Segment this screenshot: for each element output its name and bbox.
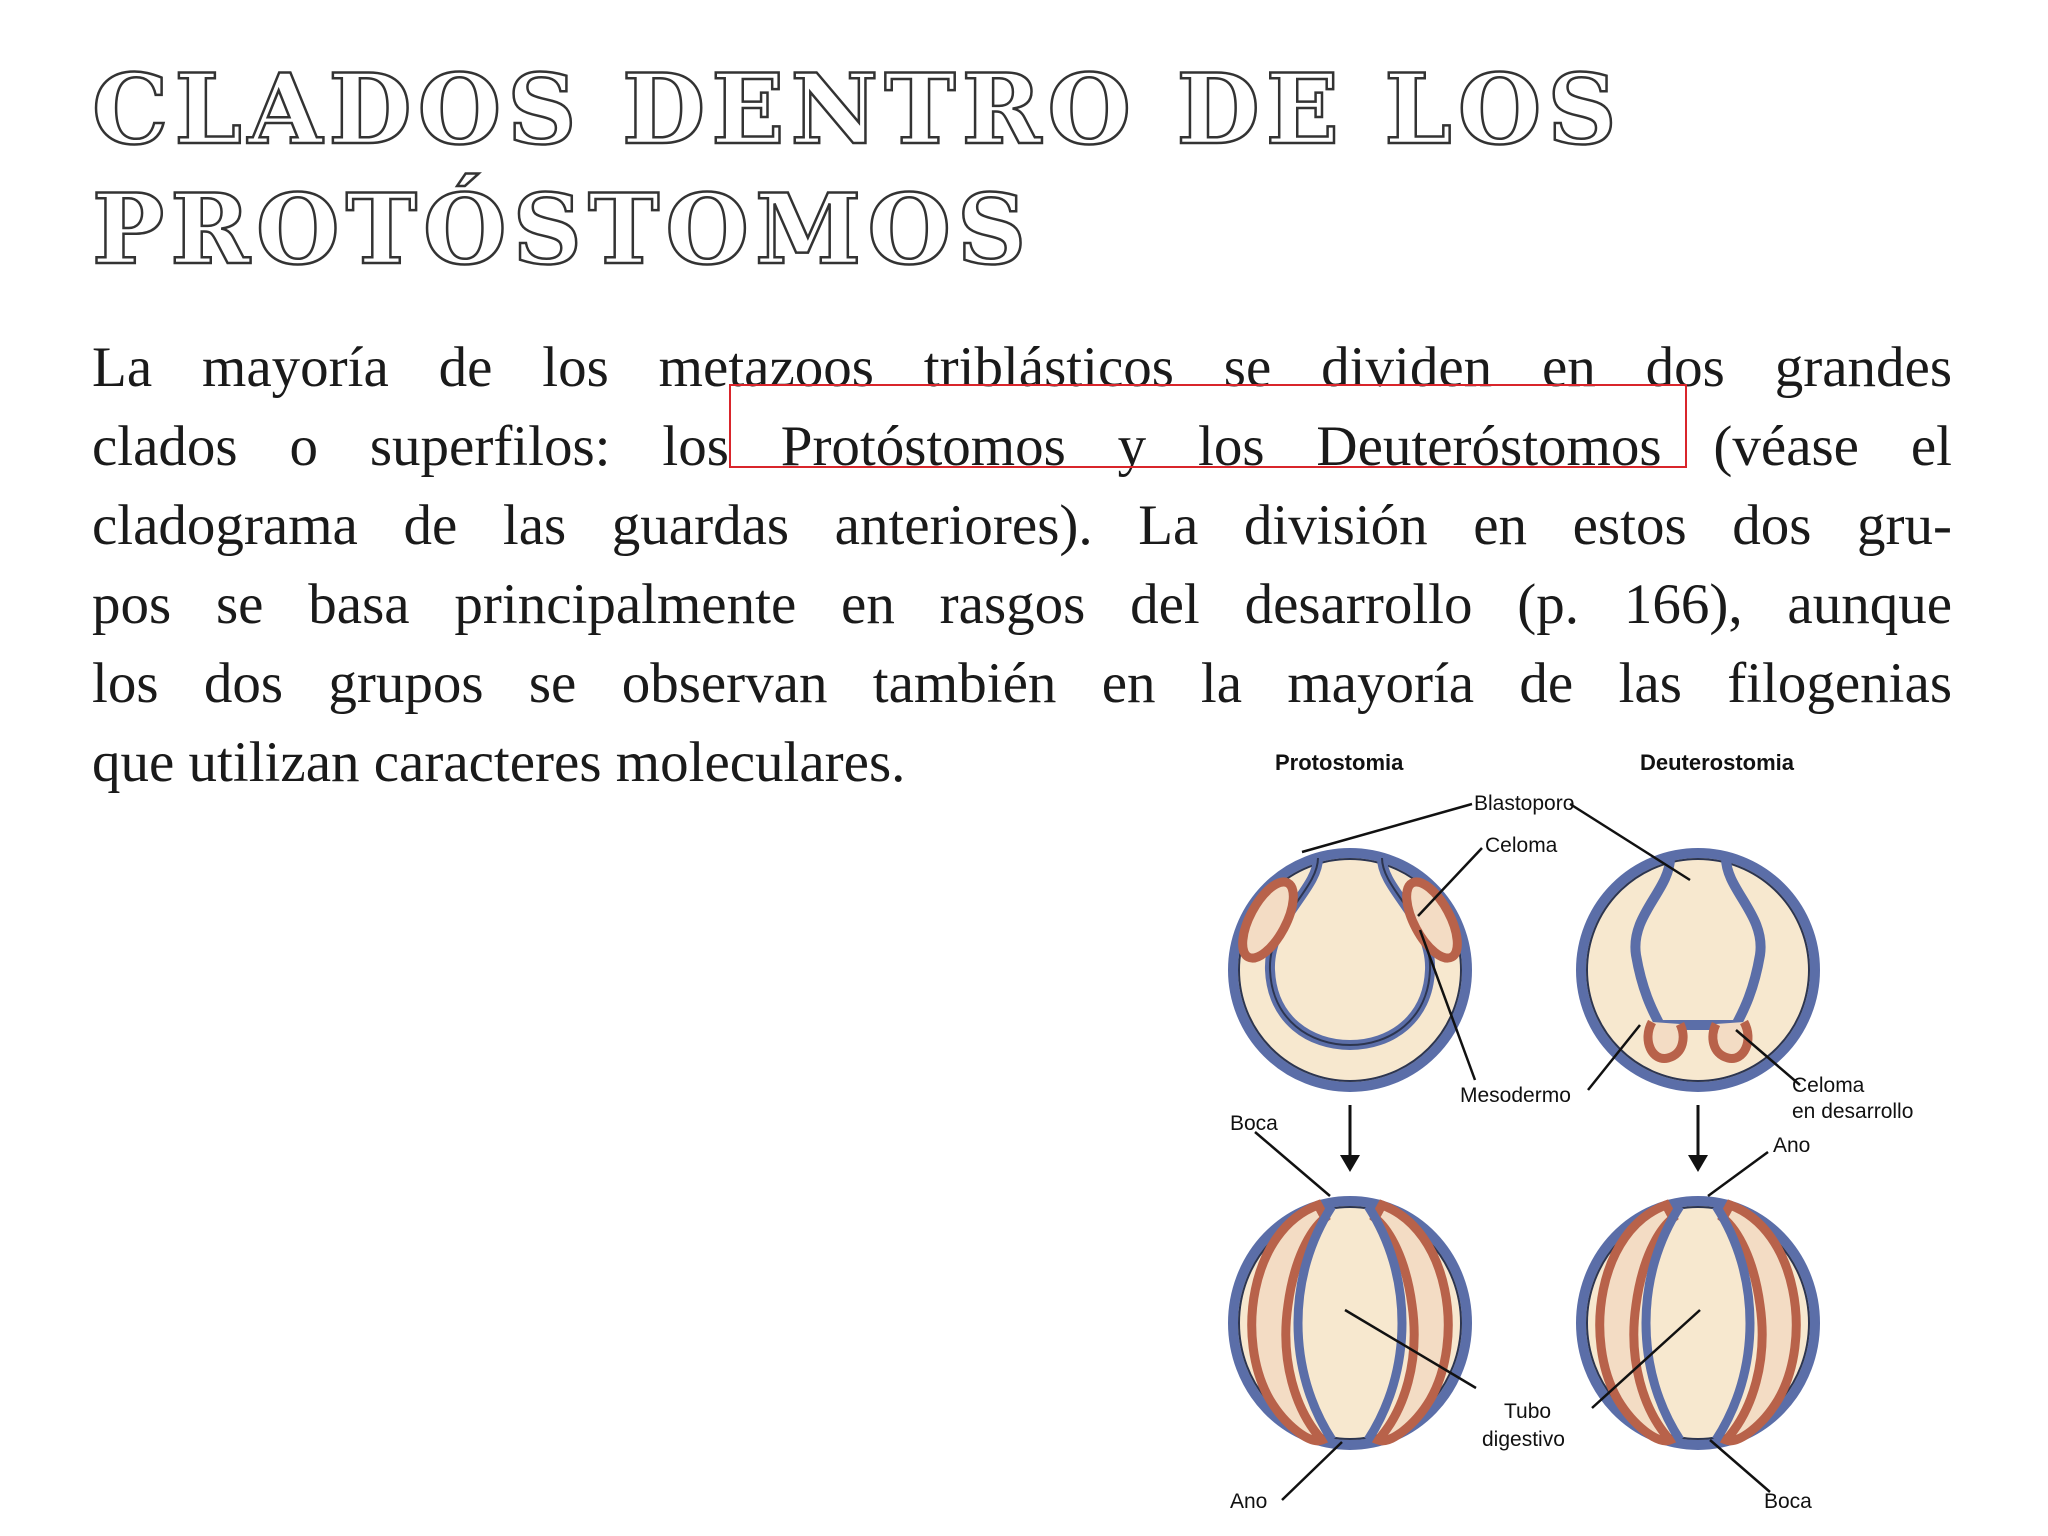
label-celoma-desarrollo-1: Celoma xyxy=(1792,1074,1865,1097)
protostomia-deuterostomia-figure xyxy=(1190,740,1970,1520)
paragraph-line: pos se basa principalmente en rasgos del desarrollo (p. 166), aunque xyxy=(92,573,1952,636)
header-protostomia: Protostomia xyxy=(1275,750,1404,775)
development-arrow-left xyxy=(1340,1105,1360,1172)
label-ano-right: Ano xyxy=(1773,1134,1811,1157)
label-boca-right: Boca xyxy=(1764,1490,1812,1513)
deuterostome-late-embryo xyxy=(1581,1201,1815,1445)
label-digestivo: digestivo xyxy=(1482,1428,1565,1451)
label-mesodermo: Mesodermo xyxy=(1460,1084,1571,1107)
label-boca-left: Boca xyxy=(1230,1112,1278,1135)
paragraph-line: cladograma de las guardas anteriores). La división en estos dos gru- xyxy=(92,494,1952,557)
text-highlight-box xyxy=(729,384,1687,468)
label-ano-left: Ano xyxy=(1230,1490,1268,1513)
label-celoma: Celoma xyxy=(1485,834,1558,857)
header-deuterostomia: Deuterostomia xyxy=(1640,750,1795,775)
paragraph-line: La mayoría de los metazoos triblásticos se dividen en dos grandes xyxy=(92,336,1952,399)
page-title xyxy=(92,50,1623,290)
protostome-early-embryo xyxy=(1232,853,1467,1087)
paragraph-line: que utilizan caracteres moleculares. xyxy=(92,731,906,794)
label-celoma-desarrollo-2: en desarrollo xyxy=(1792,1100,1914,1123)
protostome-late-embryo xyxy=(1233,1201,1467,1445)
deuterostome-early-embryo xyxy=(1581,853,1815,1087)
paragraph-line: los dos grupos se observan también en la mayoría de las filogenias xyxy=(92,652,1952,715)
embryo-diagram xyxy=(1190,740,1970,1520)
label-tubo: Tubo xyxy=(1504,1400,1552,1423)
paragraph-line: clados o superfilos: los Protóstomos y los Deuteróstomos (véase el xyxy=(92,415,1952,478)
title-line-1: CLADOS DENTRO DE LOS xyxy=(92,53,1623,166)
label-blastoporo: Blastoporo xyxy=(1474,792,1575,815)
development-arrow-right xyxy=(1688,1105,1708,1172)
title-line-2: PROTÓSTOMOS xyxy=(92,173,1033,286)
